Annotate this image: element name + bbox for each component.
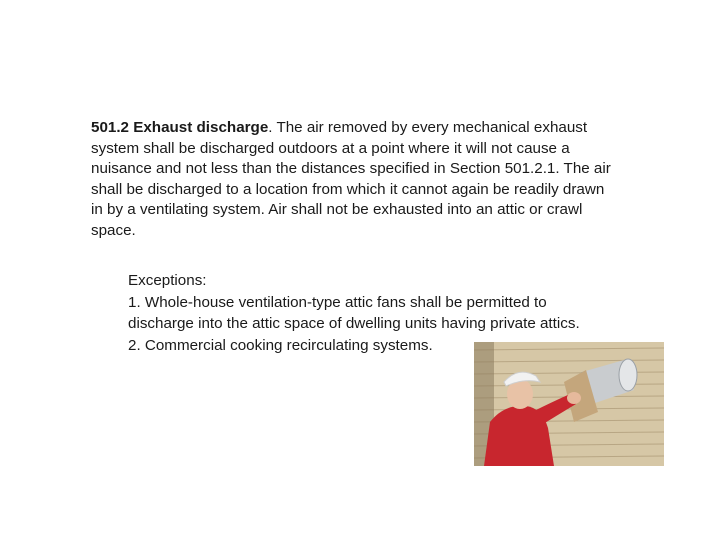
section-heading: 501.2 Exhaust discharge [91, 119, 269, 136]
photo-illustration [474, 342, 664, 466]
section-paragraph [91, 118, 611, 241]
exception-item-1: 1. Whole-house ventilation-type attic fans shall be permitted to discharge into the attic space of dwelling units having private attics. [128, 293, 580, 332]
exceptions-label: Exceptions: [128, 272, 207, 289]
worker-installing-vent-photo [474, 342, 664, 466]
section-body: . The air removed by every mechanical exhaust system shall be discharged outdoors at a point where it will not cause a nuisance and not less than the distances specified in Section 501.2.1. The air shall be discharged to a location from which it cannot again be readily drawn in by a ventilating system. Air shall not be exhausted into an attic or crawl space. [91, 119, 611, 239]
exception-item-2: 2. Commercial cooking recirculating systems. [128, 336, 433, 354]
